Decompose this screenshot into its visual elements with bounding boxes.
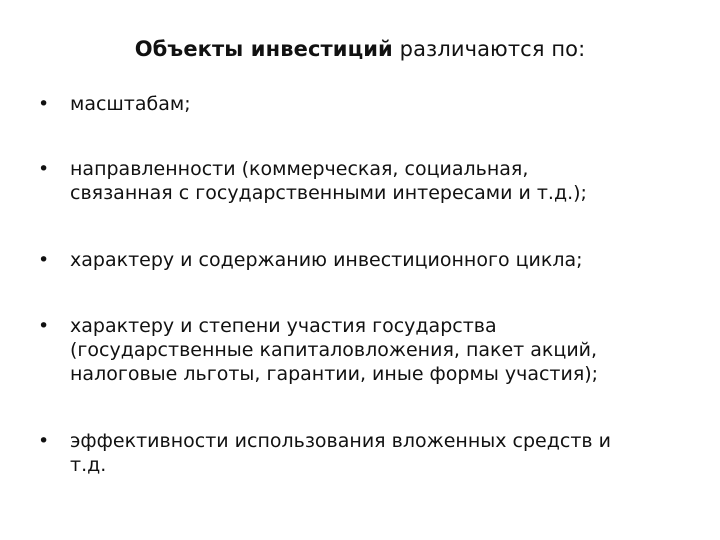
bullet-icon: •: [38, 158, 50, 180]
list-item-text: характеру и степени участия государства (государственные капиталовложения, пакет акций, налоговые льготы, гарантии, иные формы участия);: [70, 315, 599, 385]
list-item: [38, 248, 698, 272]
list-item: [38, 92, 698, 116]
bullet-icon: •: [38, 93, 50, 115]
title-regular-part: различаются по:: [392, 37, 586, 61]
list-item-text: масштабам;: [70, 93, 191, 115]
list-item-text: направленности (коммерческая, социальная, связанная с государственными интересами и т.д.);: [70, 158, 587, 204]
list-item: [38, 429, 698, 477]
bullet-icon: •: [38, 249, 50, 271]
bullet-icon: •: [38, 430, 50, 452]
list-item: [38, 314, 698, 386]
bullet-icon: •: [38, 315, 50, 337]
title-bold-part: Объекты инвестиций: [134, 37, 393, 61]
list-item-text: характеру и содержанию инвестиционного цикла;: [70, 249, 583, 271]
list-item-text: эффективности использования вложенных средств и т.д.: [70, 430, 611, 476]
list-item: [38, 157, 698, 205]
slide-title: [0, 34, 720, 64]
